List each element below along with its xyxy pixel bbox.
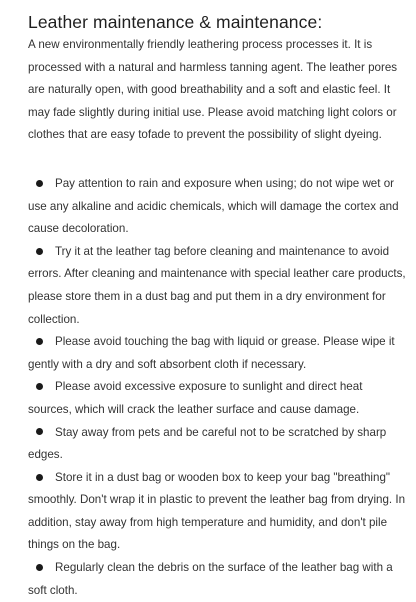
bullet-dot-icon: [36, 248, 43, 255]
bullet-dot-icon: [36, 564, 43, 571]
list-item: [28, 241, 406, 331]
list-item-text: Stay away from pets and be careful not to be scratched by sharp edges.: [28, 425, 387, 462]
care-instructions-list: [28, 173, 406, 602]
list-item: [28, 173, 406, 241]
list-item-text: Store it in a dust bag or wooden box to keep your bag "breathing" smoothly. Don't wrap it in plastic to prevent the leather bag from drying. In addition, stay away from high temperature and humidity, and don't pile things on the bag.: [28, 470, 406, 552]
list-item: [28, 422, 406, 467]
bullet-dot-icon: [36, 180, 43, 187]
bullet-dot-icon: [36, 428, 43, 435]
list-item: [28, 557, 406, 602]
intro-paragraph: A new environmentally friendly leathering process processes it. It is processed with a natural and harmless tanning agent. The leather pores are naturally open, with good breathability and a soft and elastic feel. It may fade slightly during initial use. Please avoid matching light colors or clothes that are easy tofade to prevent the possibility of slight dyeing.: [28, 38, 398, 142]
list-item: [28, 331, 406, 376]
bullet-dot-icon: [36, 474, 43, 481]
page-title: Leather maintenance & maintenance:: [28, 12, 323, 32]
bullet-dot-icon: [36, 383, 43, 390]
list-item-text: Regularly clean the debris on the surface of the leather bag with a soft cloth.: [28, 561, 393, 597]
list-item-text: Pay attention to rain and exposure when using; do not wipe wet or use any alkaline and acidic chemicals, which will damage the cortex and cause decoloration.: [28, 176, 399, 236]
list-item-text: Try it at the leather tag before cleaning and maintenance to avoid errors. After cleaning and maintenance with special leather care products, please store them in a dust bag and put them in a dry environment for collection.: [28, 244, 406, 326]
list-item-text: Please avoid excessive exposure to sunlight and direct heat sources, which will crack the leather surface and cause damage.: [28, 380, 363, 416]
list-item: [28, 467, 406, 557]
section-spacer: [28, 147, 406, 173]
bullet-dot-icon: [36, 338, 43, 345]
list-item-text: Please avoid touching the bag with liquid or grease. Please wipe it gently with a dry and soft absorbent cloth if necessary.: [28, 335, 395, 371]
list-item: [28, 376, 406, 421]
